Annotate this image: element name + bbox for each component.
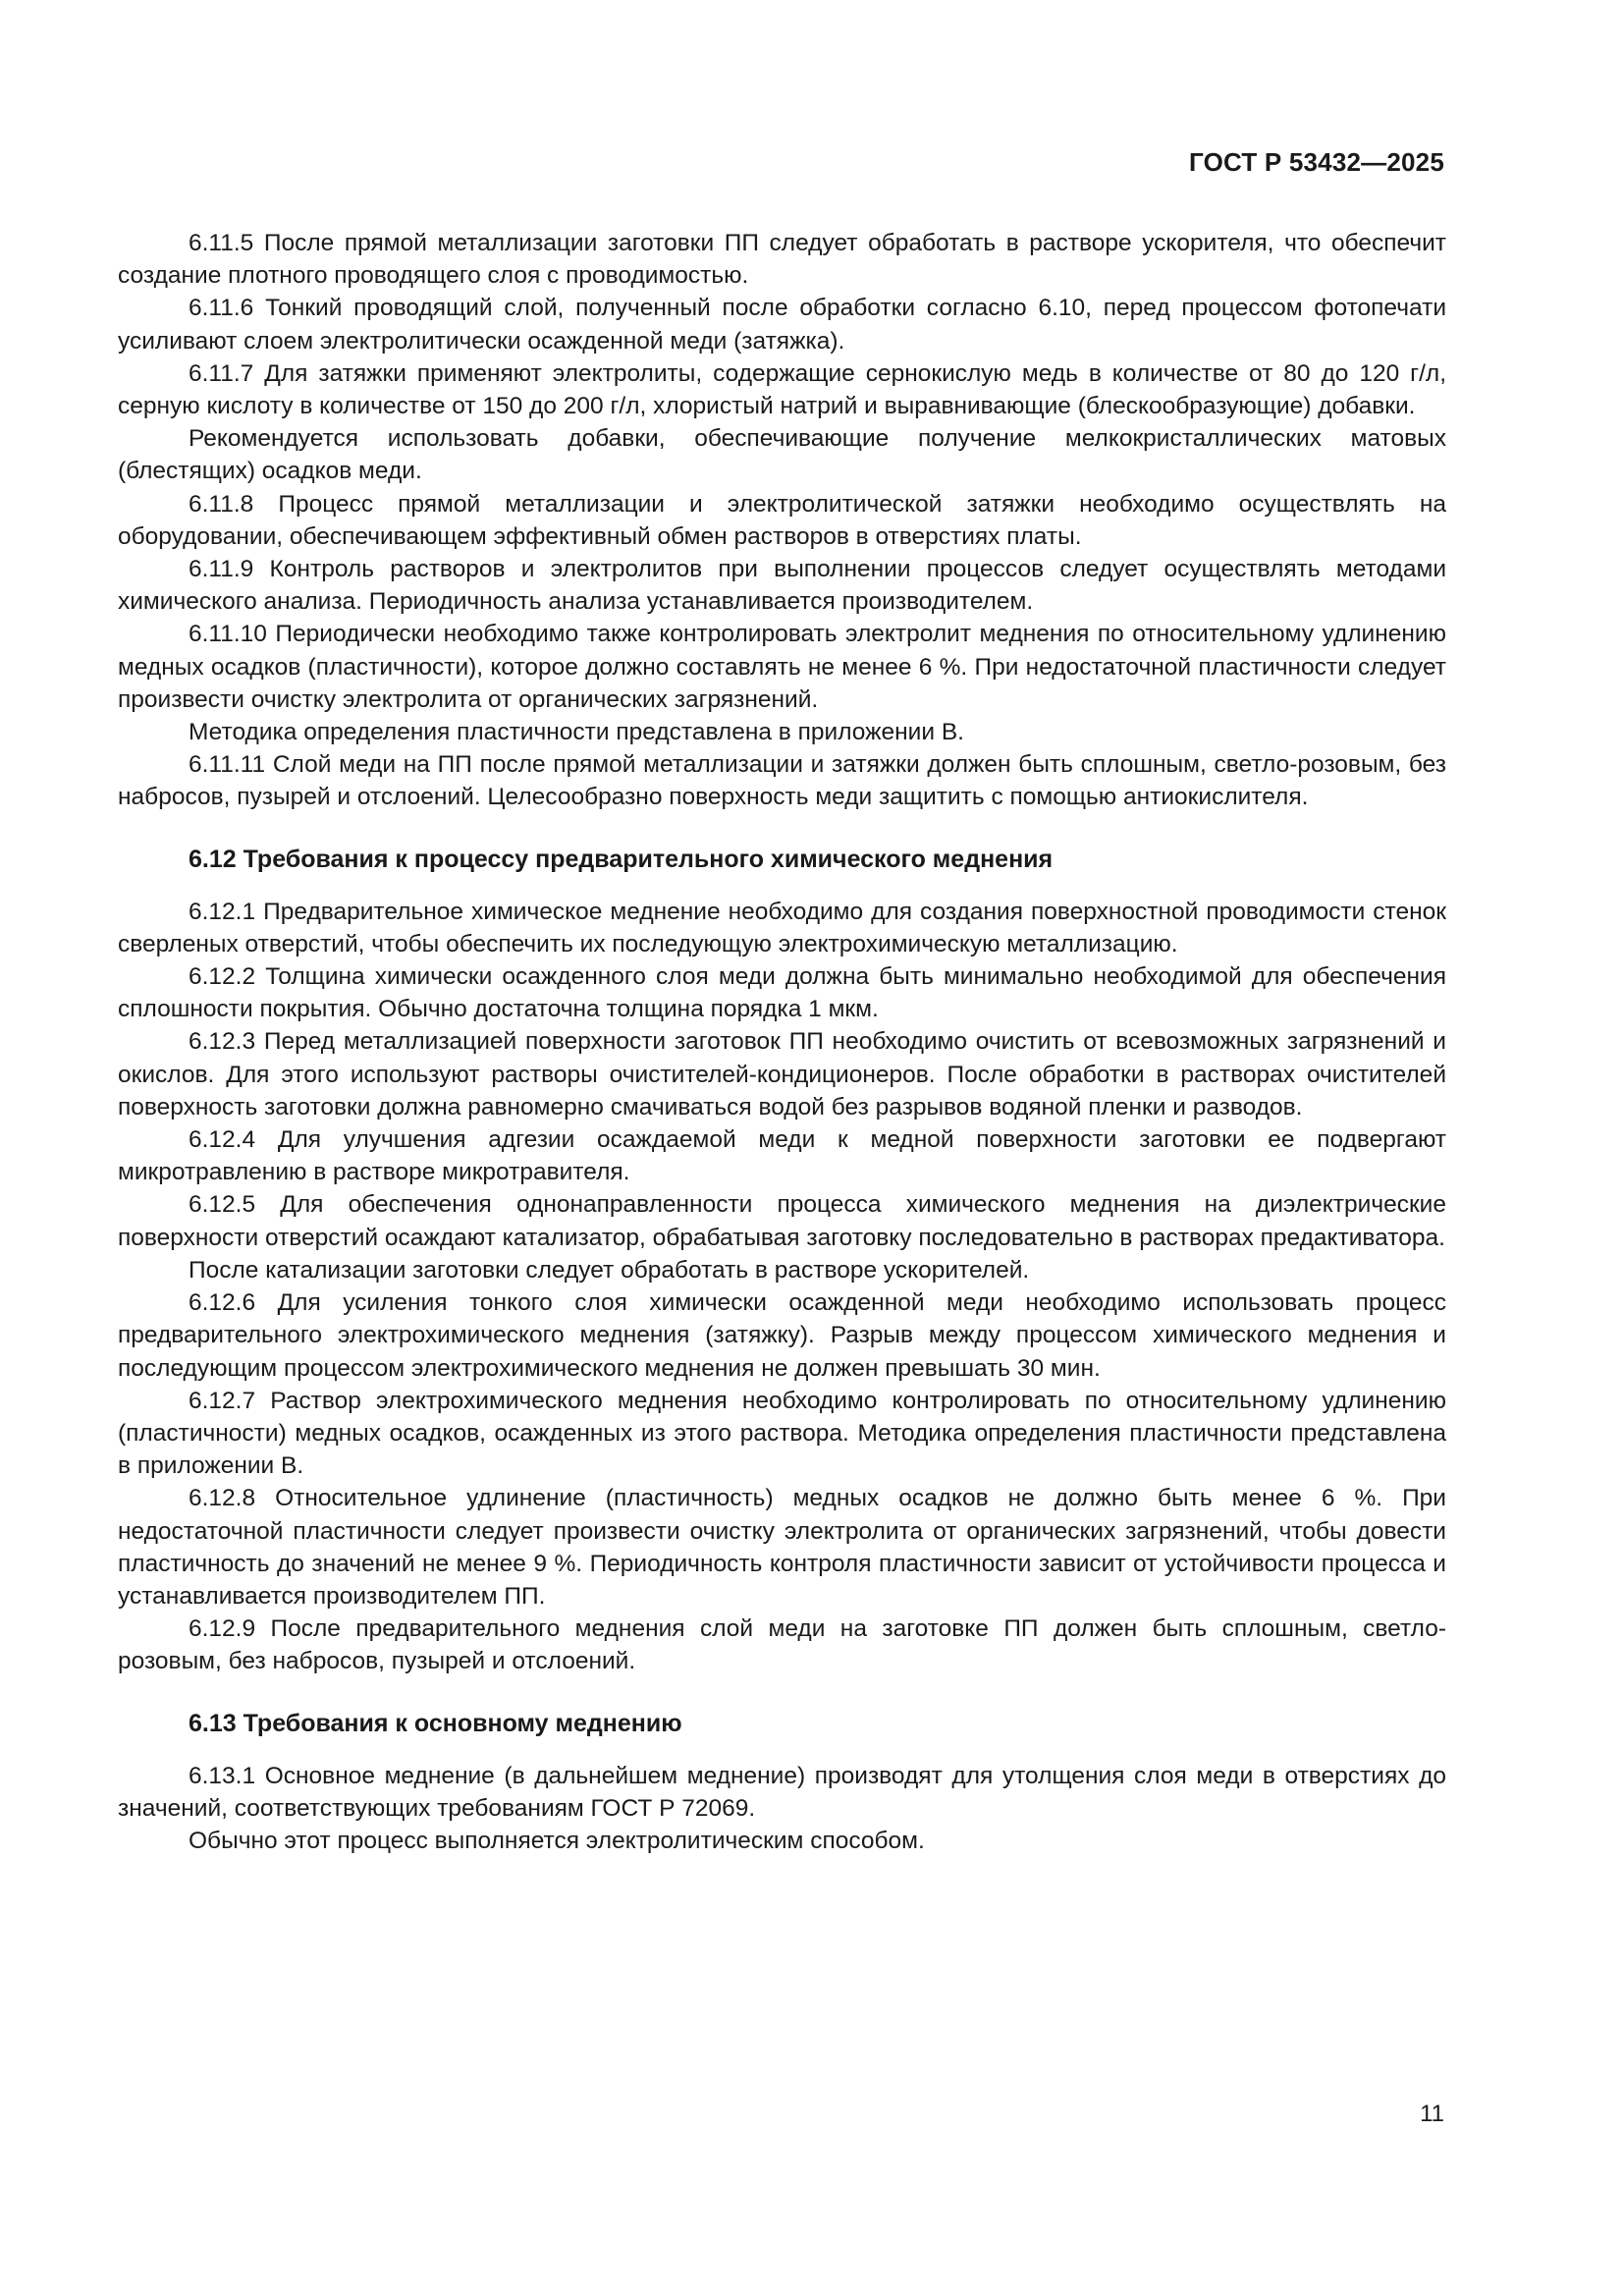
paragraph-6-12-8: 6.12.8 Относительное удлинение (пластичность) медных осадков не должно быть менее 6 %. При недостаточной пластичности следует произвести очистку электролита от органических загрязнений, чтобы довести пластичность до значений не менее 9 %. Периодичность контроля пластичности зависит от устойчивости процесса и устанавливается производителем ПП. — [118, 1485, 1446, 1610]
document-header-id: ГОСТ Р 53432—2025 — [1189, 147, 1444, 177]
paragraph-electrolytic-method: Обычно этот процесс выполняется электролитическим способом. — [189, 1827, 925, 1854]
paragraph-6-13-1: 6.13.1 Основное меднение (в дальнейшем меднение) производят для утолщения слоя меди в отверстиях до значений, соответствующих требованиям ГОСТ Р 72069. — [118, 1762, 1446, 1822]
section-heading-6-12: 6.12 Требования к процессу предварительного химического меднения — [189, 845, 1054, 873]
paragraph-6-12-6: 6.12.6 Для усиления тонкого слоя химически осажденной меди необходимо использовать процесс предварительного электрохимического меднения (затяжку). Разрыв между процессом химического меднения и последующим процессом электрохимического меднения не должен превышать 30 мин. — [118, 1289, 1446, 1382]
paragraph-6-11-9: 6.11.9 Контроль растворов и электролитов при выполнении процессов следует осуществлять методами химического анализа. Периодичность анализа устанавливается производителем. — [118, 556, 1446, 616]
paragraph-6-12-2: 6.12.2 Толщина химически осажденного слоя меди должна быть минимально необходимой для обеспечения сплошности покрытия. Обычно достаточна толщина порядка 1 мкм. — [118, 963, 1446, 1023]
section-heading-6-13: 6.13 Требования к основному меднению — [189, 1709, 682, 1737]
paragraph-6-12-1: 6.12.1 Предварительное химическое меднение необходимо для создания поверхностной проводимости стенок сверленых отверстий, чтобы обеспечить их последующую электрохимическую металлизацию. — [118, 898, 1446, 957]
paragraph-6-11-6: 6.11.6 Тонкий проводящий слой, полученный после обработки согласно 6.10, перед процессом фотопечати усиливают слоем электролитически осажденной меди (затяжка). — [118, 295, 1446, 355]
paragraph-6-11-11: 6.11.11 Слой меди на ПП после прямой металлизации и затяжки должен быть сплошным, светло-розовым, без набросов, пузырей и отслоений. Целесообразно поверхность меди защитить с помощью антиокислителя. — [118, 751, 1446, 811]
paragraph-6-11-10: 6.11.10 Периодически необходимо также контролировать электролит меднения по относительному удлинению медных осадков (пластичности), которое должно составлять не менее 6 %. При недостаточной пластичности следует произвести очистку электролита от органических загрязнений. — [118, 621, 1446, 713]
paragraph-6-12-4: 6.12.4 Для улучшения адгезии осаждаемой меди к медной поверхности заготовки ее подвергают микротравлению в растворе микротравителя. — [118, 1126, 1446, 1186]
paragraph-6-11-8: 6.11.8 Процесс прямой металлизации и электролитической затяжки необходимо осуществлять на оборудовании, обеспечивающем эффективный обмен растворов в отверстиях платы. — [118, 490, 1446, 550]
paragraph-catalization: После катализации заготовки следует обработать в растворе ускорителей. — [189, 1256, 1030, 1284]
paragraph-additives-recommendation: Рекомендуется использовать добавки, обеспечивающие получение мелкокристаллических матовых (блестящих) осадков меди. — [118, 425, 1446, 485]
paragraph-6-11-7: 6.11.7 Для затяжки применяют электролиты, содержащие сернокислую медь в количестве от 80 до 120 г/л, серную кислоту в количестве от 150 до 200 г/л, хлористый натрий и выравнивающие (блескообразующие) добавки. — [118, 359, 1446, 420]
document-body — [118, 227, 1446, 1857]
paragraph-6-12-5: 6.12.5 Для обеспечения однонаправленности процесса химического меднения на диэлектрические поверхности отверстий осаждают катализатор, обрабатывая заготовку последовательно в растворах предактиватора. — [118, 1191, 1446, 1251]
paragraph-6-12-3: 6.12.3 Перед металлизацией поверхности заготовок ПП необходимо очистить от всевозможных загрязнений и окислов. Для этого используют растворы очистителей-кондиционеров. После обработки в растворах очистителей поверхность заготовки должна равномерно смачиваться водой без разрывов водяной пленки и разводов. — [118, 1028, 1446, 1121]
page-number: 11 — [1420, 2101, 1444, 2127]
paragraph-6-11-5: 6.11.5 После прямой металлизации заготовки ПП следует обработать в растворе ускорителя, что обеспечит создание плотного проводящего слоя с проводимостью. — [118, 230, 1446, 290]
paragraph-plasticity-method: Методика определения пластичности представлена в приложении В. — [189, 719, 964, 746]
paragraph-6-12-7: 6.12.7 Раствор электрохимического меднения необходимо контролировать по относительному удлинению (пластичности) медных осадков, осажденных из этого раствора. Методика определения пластичности представлена в приложении В. — [118, 1387, 1446, 1480]
paragraph-6-12-9: 6.12.9 После предварительного меднения слой меди на заготовке ПП должен быть сплошным, светло-розовым, без набросов, пузырей и отслоений. — [118, 1615, 1446, 1675]
